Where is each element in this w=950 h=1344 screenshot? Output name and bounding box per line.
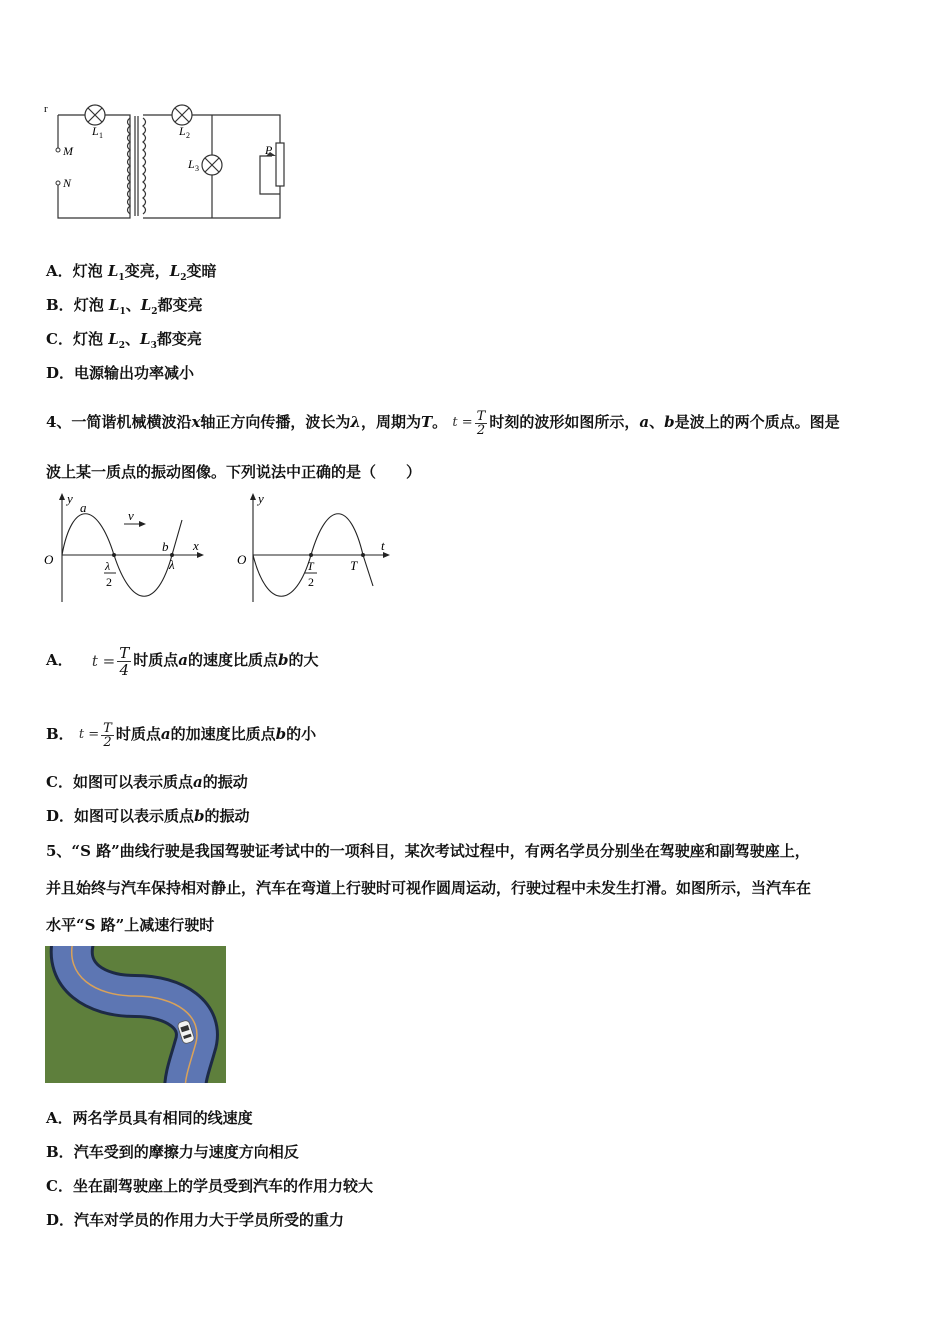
q5-stem-line3: 水平“S 路”上减速行驶时 <box>46 916 215 934</box>
q4-stem-line1: 4、一简谐机械横波沿x轴正方向传播，波长为λ，周期为T。 t = $\frac{T}{2}$ 时刻的波形如图所示，a、b是波上的两个质点。图是 <box>46 408 840 438</box>
vib-origin-label: O <box>237 552 247 567</box>
q5-option-a: A．两名学员具有相同的线速度 <box>46 1109 253 1127</box>
l3-label: L <box>188 157 195 171</box>
half-period-num: T <box>307 559 314 573</box>
t-over-2-option-fraction: $\frac{T}{2}$ <box>103 720 112 750</box>
vib-t-label: t <box>381 538 385 553</box>
transformer-circuit-figure <box>40 98 300 226</box>
q5-stem-line2: 并且始终与汽车保持相对静止，汽车在弯道上行驶时可视作圆周运动，行驶过程中未发生打滑。如图所示，当汽车在 <box>46 879 812 897</box>
point-a-label: a <box>80 500 87 515</box>
terminal-m-label: M <box>63 144 73 158</box>
velocity-label: v <box>128 508 134 523</box>
vib-y-label: y <box>258 491 264 506</box>
corner-mark: r <box>44 103 48 115</box>
q4-option-c: C．如图可以表示质点a的振动 <box>46 773 248 791</box>
wave-graph <box>42 490 207 608</box>
l3-subscript: 3 <box>195 164 199 173</box>
l2-label: L <box>179 124 186 138</box>
wave-x-label: x <box>193 538 199 553</box>
t-equals: t = <box>452 415 473 430</box>
half-lambda-den: 2 <box>106 575 112 589</box>
q4-option-d: D．如图可以表示质点b的振动 <box>46 807 250 825</box>
vibration-graph <box>235 490 395 608</box>
q4-option-b: B． t = $\frac{T}{2}$ 时质点a的加速度比质点b的小 <box>46 720 317 750</box>
q5-option-d: D．汽车对学员的作用力大于学员所受的重力 <box>46 1211 345 1229</box>
l1-subscript: 1 <box>99 131 103 140</box>
q3-option-a: A．灯泡 $L_1$变亮，$L_2$变暗 <box>46 262 217 283</box>
q5-option-c: C．坐在副驾驶座上的学员受到汽车的作用力较大 <box>46 1177 373 1195</box>
t-over-4-fraction: $\frac{T}{4}$ <box>119 643 130 679</box>
q3-option-c: C．灯泡 $L_2$、$L_3$都变亮 <box>46 330 202 351</box>
l1-label: L <box>92 124 99 138</box>
point-b-label: b <box>162 539 169 554</box>
slider-p-label: P <box>265 143 273 157</box>
period-label: T <box>350 558 358 573</box>
terminal-n-label: N <box>63 176 72 190</box>
half-lambda-num: λ <box>105 559 111 573</box>
l2-subscript: 2 <box>186 131 190 140</box>
wave-origin-label: O <box>44 552 54 567</box>
rheostat <box>276 143 284 186</box>
q5-stem-line1: 5、“S 路”曲线行驶是我国驾驶证考试中的一项科目，某次考试过程中，有两名学员分别坐在驾驶座和副驾驶座上， <box>46 842 810 860</box>
half-period-den: 2 <box>308 575 314 589</box>
lambda-label: λ <box>169 557 175 572</box>
q4-stem-line2: 波上某一质点的振动图像。下列说法中正确的是（ ） <box>46 463 422 481</box>
wave-y-label: y <box>67 491 73 506</box>
t-over-2-fraction: $\frac{T}{2}$ <box>476 408 486 438</box>
s-road-image <box>45 946 226 1083</box>
q3-option-b: B．灯泡 $L_1$、$L_2$都变亮 <box>46 296 203 317</box>
q4-option-a: A． t = $\frac{T}{4}$ 时质点a的速度比质点b的大 <box>46 643 319 679</box>
q5-option-b: B．汽车受到的摩擦力与速度方向相反 <box>46 1143 299 1161</box>
q3-option-d: D．电源输出功率减小 <box>46 364 195 382</box>
